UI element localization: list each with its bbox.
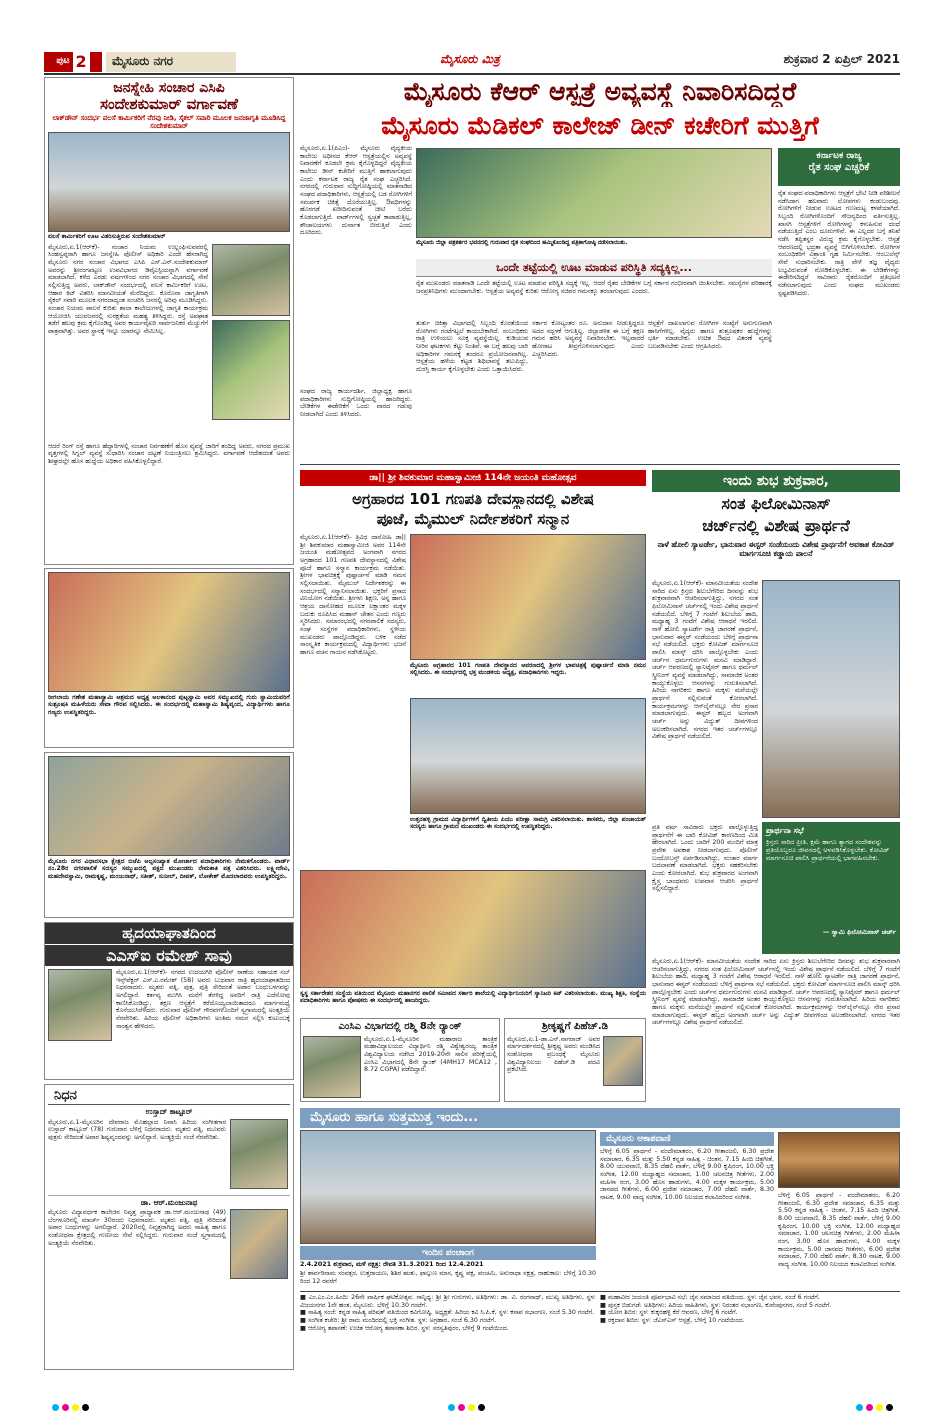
lead-photo-caption: ಮೈಸೂರು ಜಿಲ್ಲಾ ಪತ್ರಕರ್ತರ ಭವನದಲ್ಲಿ ಗುರುವಾರ ರೈತ ಸಂಘದಿಂದ ಹಮ್ಮಿಕೊಂಡಿದ್ದ ಪತ್ರಿಕಾಗೋಷ್ಠಿ ನಡೆಸಲಾಯಿತು. bbox=[416, 240, 628, 246]
srikrishna-photo bbox=[603, 1036, 643, 1086]
church-quote-by: — ಸ್ವಾಮಿ ಫಿಲೋಮಿನಾಸ್ ಚರ್ಚ್ bbox=[822, 928, 896, 936]
events-rule bbox=[300, 1291, 900, 1292]
acp-body: ಮೈಸೂರು,ಏ.1(ಆರ್‌ಕೆ)- ಸಂಚಾರ ನಿಯಮ ಉಲ್ಲಂಘಿಸುವವರಲ್ಲಿ ಸಿಂಹಸ್ವಪ್ನರಾಗಿ ಹಾಗೂ ಜನಸ್ನೇಹಿ ಪೊಲೀಸ್ ಅಧಿಕಾರಿ ಎಂದೇ ಹೆಸರಾಗಿದ್ದ ಮೈಸೂರು ನಗರ ಸಂಚಾರ ವಿಭಾಗದ ಎಸಿಪಿ ಎಸ್.ಎನ್.ಸಂದೇಶಕುಮಾರ್ ಅವರನ್ನು ಶ್ರೀರಂಗಪಟ್ಟಣ ಉಪವಿಭಾಗದ ಡಿವೈಎಸ್ಪಿಯನ್ನಾಗಿ ವರ್ಗಾವಣೆ ಮಾಡಲಾಗಿದೆ. ಕಳೆದ ಎರಡು ವರ್ಷಗಳಿಂದ ನಗರ ಸಂಚಾರ ವಿಭಾಗದಲ್ಲಿ ಸೇವೆ ಸಲ್ಲಿಸುತ್ತಿದ್ದ ಅವರು, ಲಾಕ್‌ಡೌನ್ ಸಂದರ್ಭದಲ್ಲಿ ವಲಸೆ ಕಾರ್ಮಿಕರಿಗೆ ಊಟ, ಆಹಾರ ಕಿಟ್ ವಿತರಿಸಿ ಮಾನವೀಯತೆ ಮೆರೆದಿದ್ದರು. ಕೊರೊನಾ ಜಾಗೃತಿಗಾಗಿ ಸೈಕಲ್ ಸವಾರಿ ಮೂಲಕ ನಗರದಾದ್ಯಂತ ಸಂಚರಿಸಿ ಜನರಲ್ಲಿ ಅರಿವು ಮೂಡಿಸಿದ್ದರು. ಸಂಚಾರ ನಿಯಮ ಪಾಲನೆ ಕುರಿತು ಶಾಲಾ ಕಾಲೇಜುಗಳಲ್ಲಿ ಜಾಗೃತಿ ಕಾರ್ಯಕ್ರಮ ಆಯೋಜಿಸಿ ಯುವಜನರಲ್ಲಿ ಸುರಕ್ಷತೆಯ ಮಹತ್ವ ತಿಳಿಸಿದ್ದರು. ರಸ್ತೆ ಅಪಘಾತ ತಡೆಗೆ ಹಲವು ಕ್ರಮ ಕೈಗೊಂಡಿದ್ದ ಅವರ ಕಾರ್ಯವೈಖರಿ ಸಾರ್ವಜನಿಕರ ಮೆಚ್ಚುಗೆಗೆ ಪಾತ್ರವಾಗಿತ್ತು. ಅವರ ಸ್ಥಾನಕ್ಕೆ ಇನ್ನೂ ಯಾರನ್ನೂ ನೇಮಿಸಿಲ್ಲ. bbox=[48, 243, 208, 336]
ashram-story bbox=[44, 568, 294, 748]
obituary-name-1: ಉಸ್ತಾದ್ ಕಾಟ್ಟೂರ್ bbox=[145, 1107, 193, 1117]
panchanga-body: ಶ್ರೀ ಶಾರ್ವರಿನಾಮ ಸಂವತ್ಸರ, ಉತ್ತರಾಯಣ, ಶಿಶಿರ ಋತು, ಫಾಲ್ಗುಣ ಮಾಸ, ಕೃಷ್ಣ ಪಕ್ಷ, ಪಂಚಮಿ, ಅನುರಾಧಾ ನಕ್ಷತ್ರ, ರಾಹುಕಾಲ: ಬೆಳಿಗ್ಗೆ 10.30 ರಿಂದ 12 ರವರೆಗೆ bbox=[300, 1270, 596, 1285]
church-photo bbox=[762, 580, 900, 818]
asi-body: ಮೈಸೂರು,ಏ.1(ಆರ್‌ಕೆ)- ನಗರದ ಉದಯಗಿರಿ ಪೊಲೀಸ್ ಠಾಣೆಯ ಸಹಾಯಕ ಸಬ್ ಇನ್ಸ್‌ಪೆಕ್ಟರ್ ಎಸ್.ಎ.ರಮೇಶ್ (58) ಅವರು ಬುಧವಾರ ರಾತ್ರಿ ಹೃದಯಾಘಾತದಿಂದ ನಿಧನರಾದರು. ಮೃತರು ಪತ್ನಿ, ಪುತ್ರ, ಪುತ್ರಿ ಸೇರಿದಂತೆ ಅಪಾರ ಬಂಧುಬಳಗವನ್ನು ಅಗಲಿದ್ದಾರೆ. ಕರ್ತವ್ಯ ಮುಗಿಸಿ ಮನೆಗೆ ತೆರಳಿದ್ದ ಅವರಿಗೆ ರಾತ್ರಿ ಎದೆನೋವು ಕಾಣಿಸಿಕೊಂಡಿದ್ದು, ತಕ್ಷಣ ಆಸ್ಪತ್ರೆಗೆ ಕರೆದೊಯ್ಯಲಾಯಿತಾದರೂ ಮಾರ್ಗಮಧ್ಯೆ ಕೊನೆಯುಸಿರೆಳೆದರು. ಗುರುವಾರ ಪೊಲೀಸ್ ಗೌರವಗಳೊಂದಿಗೆ ಸ್ವಗ್ರಾಮದಲ್ಲಿ ಅಂತ್ಯಕ್ರಿಯೆ ನೆರವೇರಿತು. ಹಿರಿಯ ಪೊಲೀಸ್ ಅಧಿಕಾರಿಗಳು ಅಂತಿಮ ನಮನ ಸಲ್ಲಿಸಿ ಕುಟುಂಬಕ್ಕೆ ಸಾಂತ್ವನ ಹೇಳಿದರು. bbox=[116, 969, 290, 1030]
phd-title: ಶ್ರೀಕೃಷ್ಣಗೆ ಪಿಹೆಚ್.ಡಿ bbox=[542, 1021, 608, 1032]
radio-photo bbox=[778, 1132, 900, 1188]
ganapati-kicker: ಡಾ|| ಶ್ರೀ ಶಿವಕುಮಾರ ಮಹಾಸ್ವಾಮೀಜಿ 114ನೇ ಜಯಂತಿ ಮಹೋತ್ಸವ bbox=[300, 470, 646, 486]
obituary-photo-1 bbox=[230, 1119, 288, 1189]
paper-name: ಮೈಸೂರು ಮಿತ್ರ bbox=[440, 52, 500, 66]
mca-body: ಮೈಸೂರು,ಏ.1-ಮೈಸೂರಿನ ಮಹಾರಾಜ ತಾಂತ್ರಿಕ ಮಹಾವಿದ್ಯಾಲಯದ ವಿದ್ಯಾರ್ಥಿನಿ ರಶ್ಮಿ ವಿಶ್ವೇಶ್ವರಯ್ಯ ತಾಂತ್ರಿಕ ವಿಶ್ವವಿದ್ಯಾಲಯ ನಡೆಸಿದ 2019-20ನೇ ಸಾಲಿನ ಪರೀಕ್ಷೆಯಲ್ಲಿ ಎಂಸಿಎ ವಿಭಾಗದಲ್ಲಿ 8ನೇ ರ್‍ಯಾಂಕ್ (4MH17 MCA12 , 8.72 CGPA) ಪಡೆದಿದ್ದಾರೆ. bbox=[364, 1035, 497, 1074]
acp-photo-caption: ವಲಸೆ ಕಾರ್ಮಿಕರಿಗೆ ಊಟ ವಿತರಿಸುತ್ತಿರುವ ಸಂದೇಶಕುಮಾರ್ bbox=[48, 233, 166, 241]
bjp-caption: ಮೈಸೂರು ನಗರ ವಿಧಾನಸಭಾ ಕ್ಷೇತ್ರದ ಬಿಜೆಪಿ ಅಲ್ಪಸಂಖ್ಯಾತ ಮೋರ್ಚಾದ ಪದಾಧಿಕಾರಿಗಳು ನೇಮಕಗೊಂಡರು. ವಾರ್ಡ್ ನಂ.28ರ ನಗರಪಾಲಿಕೆ ಸದಸ್ಯರ ಸಮ್ಮುಖದಲ್ಲಿ ಪಕ್ಷದ ಮುಖಂಡರು ನೇಮಕಾತಿ ಪತ್ರ ವಿತರಿಸಿದರು. ಲಕ್ಷ್ಮೀದೇವಿ, ಮಹದೇವಸ್ವಾಮಿ, ರಾಮಕೃಷ್ಣ, ಮಂಜುನಾಥ್, ಸತೀಶ್, ಸುನೀಲ್, ದೀಪಕ್, ಲೋಕೇಶ್ ಮೊದಲಾದವರು ಉಪಸ್ಥಿತರಿದ್ದರು. bbox=[48, 858, 290, 880]
lead-headline-1: ಮೈಸೂರು ಕೆಆರ್ ಆಸ್ಪತ್ರೆ ಅವ್ಯವಸ್ಥೆ ನಿವಾರಿಸದಿದ್ದರೆ bbox=[403, 77, 797, 106]
masthead-rule bbox=[44, 73, 900, 75]
church-body-3: ಮೈಸೂರು,ಏ.1(ಆರ್‌ಕೆ)- ಮಾನವೀಯತೆಯ ಸಂದೇಶ ಸಾರಿದ ಏಸು ಕ್ರಿಸ್ತರು ಶಿಲುಬೆಗೇರಿದ ದಿನವನ್ನು ಶುಭ ಶುಕ್ರವಾರವಾಗಿ ಆಚರಿಸಲಾಗುತ್ತಿದ್ದು, ನಗರದ ಸಂತ ಫಿಲೋಮಿನಾಸ್ ಚರ್ಚ್‌ನಲ್ಲಿ ಇಂದು ವಿಶೇಷ ಪ್ರಾರ್ಥನೆ ನಡೆಯಲಿದೆ. ಬೆಳಿಗ್ಗೆ 7 ಗಂಟೆಗೆ ಶಿಲುಬೆಯ ಹಾದಿ, ಮಧ್ಯಾಹ್ನ 3 ಗಂಟೆಗೆ ವಿಶೇಷ ಆರಾಧನೆ ಇರಲಿದೆ. ನಾಳೆ ಹೋಲಿ ಸ್ಯಾಟರ್ಡೇ ರಾತ್ರಿ ಜಾಗರಣೆ ಪ್ರಾರ್ಥನೆ, ಭಾನುವಾರ ಈಸ್ಟರ್ ಸಂಡೆಯಂದು ಬೆಳಿಗ್ಗೆ ಪ್ರಾರ್ಥನಾ ಸಭೆ ನಡೆಯಲಿದೆ. ಭಕ್ತರು ಕೋವಿಡ್ ಮಾರ್ಗಸೂಚಿ ಪಾಲಿಸಿ ಮಾಸ್ಕ್ ಧರಿಸಿ ಪಾಲ್ಗೊಳ್ಳಬೇಕು ಎಂದು ಚರ್ಚ್‌ನ ಧರ್ಮಗುರುಗಳು ಮನವಿ ಮಾಡಿದ್ದಾರೆ. ಚರ್ಚ್ ಆವರಣದಲ್ಲಿ ಸ್ಯಾನಿಟೈಸರ್ ಹಾಗೂ ಥರ್ಮಲ್ ಸ್ಕ್ರೀನಿಂಗ್ ವ್ಯವಸ್ಥೆ ಮಾಡಲಾಗಿದ್ದು, ಸಾಮಾಜಿಕ ಅಂತರ ಕಾಯ್ದುಕೊಳ್ಳಲು ಆಸನಗಳನ್ನು ಗುರುತಿಸಲಾಗಿದೆ. ಹಿರಿಯ ನಾಗರಿಕರು ಹಾಗೂ ಮಕ್ಕಳು ಮನೆಯಲ್ಲೇ ಪ್ರಾರ್ಥನೆ ಸಲ್ಲಿಸುವಂತೆ ಕೋರಲಾಗಿದೆ. ಕಾರ್ಯಕ್ರಮಗಳನ್ನು ಆನ್‌ಲೈನ್‌ನಲ್ಲೂ ನೇರ ಪ್ರಸಾರ ಮಾಡಲಾಗುವುದು. ಈಸ್ಟರ್ ಹಬ್ಬದ ಅಂಗವಾಗಿ ಚರ್ಚ್ ಅನ್ನು ವಿದ್ಯುತ್ ದೀಪಗಳಿಂದ ಅಲಂಕರಿಸಲಾಗಿದೆ. ನಗರದ ಇತರ ಚರ್ಚ್‌ಗಳಲ್ಲೂ ವಿಶೇಷ ಪ್ರಾರ್ಥನೆ ನಡೆಯಲಿದೆ. bbox=[652, 958, 900, 1027]
migrant-workers-photo bbox=[48, 132, 290, 232]
ganapati-photo-caption: ಮೈಸೂರು ಅಗ್ರಹಾರದ 101 ಗಣಪತಿ ದೇವಸ್ಥಾನದ ಆವರಣದಲ್ಲಿ ಶ್ರೀಗಳ ಭಾವಚಿತ್ರಕ್ಕೆ ಪುಷ್ಪಾರ್ಚನೆ ಮಾಡಿ ನಮನ ಸಲ್ಲಿಸಿದರು. ಈ ಸಂದರ್ಭದಲ್ಲಿ ಭಕ್ತ ಮಂಡಳಿಯ ಅಧ್ಯಕ್ಷ, ಪದಾಧಿಕಾರಿಗಳು ಇದ್ದರು. bbox=[410, 662, 646, 677]
sidebox-title-1: ಕರ್ನಾಟಕ ರಾಜ್ಯ bbox=[816, 151, 862, 161]
page-label-box bbox=[44, 52, 102, 72]
church-subhead: ನಾಳೆ ಹೋಲಿ ಸ್ಯಾಟರ್ಡೇ, ಭಾನುವಾರ ಈಸ್ಟರ್ ಸಂಡೆಯಂದು ವಿಶೇಷ ಪ್ರಾರ್ಥನೆಗೆ ಅವಕಾಶ ಕೋವಿಡ್ ಮಾರ್ಗಸೂಚಿ ಕಡ್ಡಾಯ ಪಾಲನೆ bbox=[657, 540, 895, 558]
acp-title-1: ಜನಸ್ನೇಹಿ ಸಂಚಾರ ಎಸಿಪಿ bbox=[113, 80, 225, 96]
bjp-story bbox=[44, 752, 294, 918]
events-right: ■ ಮಹಾವೀರ ಜಯಂತಿ ಪೂರ್ವಭಾವಿ ಸಭೆ: ಜೈನ ಸಮಾಜದ ವತಿಯಿಂದ. ಸ್ಥಳ: ಜೈನ ಭವನ, ಸಂಜೆ 6 ಗಂಟೆಗೆ. ■ ಪುಸ್ತಕ ಬಿಡುಗಡೆ: ಅತಿಥಿಗಳು: ಹಿರಿಯ ಸಾಹಿತಿಗಳು, ಸ್ಥಳ: ನಿರಂತರ ಸಭಾಂಗಣ, ಕುವೆಂಪುನಗರ, ಸಂಜೆ 5 ಗಂಟೆಗೆ. ■ ಯೋಗ ಶಿಬಿರ: ಸ್ಥಳ: ಕುಕ್ಕರಹಳ್ಳಿ ಕೆರೆ ಆವರಣ, ಬೆಳಿಗ್ಗೆ 6 ಗಂಟೆಗೆ. ■ ರಕ್ತದಾನ ಶಿಬಿರ: ಸ್ಥಳ: ಜೆಎಸ್‌ಎಸ್ ಆಸ್ಪತ್ರೆ, ಬೆಳಿಗ್ಗೆ 10 ಗಂಟೆಯಿಂದ. bbox=[600, 1294, 832, 1325]
panchanga-line: 2.4.2021 ಶುಕ್ರವಾರ, ಮಳೆ ನಕ್ಷತ್ರ: ರೇವತಿ 31.3.2021 ರಿಂದ 12.4.2021 bbox=[300, 1261, 484, 1268]
phd-story bbox=[504, 1018, 646, 1102]
obituary-name-2: ಡಾ. ಆರ್.ಮಂಜುನಾಥ bbox=[48, 1195, 290, 1207]
asi-title-2: ಎಎಸ್‌ಐ ರಮೇಶ್ ಸಾವು bbox=[45, 944, 293, 966]
bjp-photo bbox=[48, 756, 290, 856]
church-kicker: ಇಂದು ಶುಭ ಶುಕ್ರವಾರ, bbox=[652, 470, 900, 492]
swamiji-photo bbox=[410, 534, 646, 660]
lead-headline-2: ಮೈಸೂರು ಮೆಡಿಕಲ್ ಕಾಲೇಜ್ ಡೀನ್ ಕಚೇರಿಗೆ ಮುತ್ತಿಗೆ bbox=[381, 111, 819, 140]
ganapati-headline-1: ಅಗ್ರಹಾರದ 101 ಗಣಪತಿ ದೇವಸ್ಥಾನದಲ್ಲಿ ವಿಶೇಷ bbox=[352, 490, 594, 508]
registration-marks-left bbox=[52, 1404, 89, 1411]
church-quote-text: ಕ್ರಿಸ್ತರು ಸಾರಿದ ಪ್ರೀತಿ, ಕ್ಷಮೆ ಹಾಗೂ ತ್ಯಾಗದ ಸಂದೇಶವನ್ನು ಪ್ರತಿಯೊಬ್ಬರೂ ಜೀವನದಲ್ಲಿ ಅಳವಡಿಸಿಕೊಳ್ಳಬೇಕು. ಕೋವಿಡ್ ಮಾರ್ಗಸೂಚಿ ಪಾಲಿಸಿ ಪ್ರಾರ್ಥನೆಯಲ್ಲಿ ಭಾಗವಹಿಸಬೇಕು. bbox=[766, 838, 890, 863]
lead-bottom-rule bbox=[300, 464, 900, 465]
obituary-box bbox=[44, 1084, 294, 1370]
lead-body-c: ಸರ್ಕಾರ ಕೋಟ್ಯಂತರ ರೂ. ಅನುದಾನ ನೀಡುತ್ತಿದ್ದರೂ ಅದರ ಸದ್ಬಳಕೆ ಆಗುತ್ತಿಲ್ಲ. ಜಿಲ್ಲಾಡಳಿತ ಈ ಬಗ್ಗೆ ತಕ್ಷಣ ಗಮನ ಹರಿಸಿ ಅವ್ಯವಸ್ಥೆ ನಿವಾರಿಸಬೇಕು. ಇಲ್ಲವಾದರೆ ಹೋರಾಟ ತೀವ್ರಗೊಳಿಸಲಾಗುವುದು ಎಂದು ಎಚ್ಚರಿಸಿದರು. bbox=[532, 320, 644, 358]
asi-portrait bbox=[48, 969, 112, 1041]
ashram-photo bbox=[48, 572, 290, 692]
asi-story bbox=[44, 922, 294, 1080]
lead-body-a: ಮೈಸೂರು,ಏ.1(ಪಿಎಂ)- ಮೈಸೂರು ವೈದ್ಯಕೀಯ ಕಾಲೇಜು ಅಧೀನದ ಕೆಆರ್ ಆಸ್ಪತ್ರೆಯಲ್ಲಿನ ಅವ್ಯವಸ್ಥೆ ನಿವಾರಣೆಗೆ ಕೂಡಲೇ ಕ್ರಮ ಕೈಗೊಳ್ಳದಿದ್ದರೆ ವೈದ್ಯಕೀಯ ಕಾಲೇಜು ಡೀನ್ ಕಚೇರಿಗೆ ಮುತ್ತಿಗೆ ಹಾಕಲಾಗುವುದು ಎಂದು ಕರ್ನಾಟಕ ರಾಜ್ಯ ರೈತ ಸಂಘ ಎಚ್ಚರಿಸಿದೆ. ನಗರದಲ್ಲಿ ಗುರುವಾರ ಸುದ್ದಿಗೋಷ್ಠಿಯಲ್ಲಿ ಮಾತನಾಡಿದ ಸಂಘದ ಪದಾಧಿಕಾರಿಗಳು, ಆಸ್ಪತ್ರೆಯಲ್ಲಿ ಬಡ ರೋಗಿಗಳಿಗೆ ಸಮರ್ಪಕ ಚಿಕಿತ್ಸೆ ದೊರೆಯುತ್ತಿಲ್ಲ. ಔಷಧಿಗಳನ್ನು ಹೊರಗಡೆ ಖರೀದಿಸುವಂತೆ ಚೀಟಿ ಬರೆದು ಕೊಡಲಾಗುತ್ತಿದೆ. ವಾರ್ಡ್‌ಗಳಲ್ಲಿ ಸ್ವಚ್ಛತೆ ಕಾಪಾಡುತ್ತಿಲ್ಲ, ಶೌಚಾಲಯಗಳು ದುರ್ನಾತ ಬೀರುತ್ತಿವೆ ಎಂದು ದೂರಿದರು. bbox=[300, 145, 412, 237]
today-banner: ಮೈಸೂರು ಹಾಗೂ ಸುತ್ತಮುತ್ತ ಇಂದು... bbox=[300, 1108, 900, 1128]
church-body-2: ಪ್ರತಿ ವರ್ಷ ಸಾವಿರಾರು ಭಕ್ತರು ಪಾಲ್ಗೊಳ್ಳುತ್ತಿದ್ದ ಪ್ರಾರ್ಥನೆಗೆ ಈ ಬಾರಿ ಕೋವಿಡ್ ಕಾರಣದಿಂದ ಮಿತಿ ಹೇರಲಾಗಿದೆ. ಒಂದು ಬಾರಿಗೆ 200 ಮಂದಿಗೆ ಮಾತ್ರ ಪ್ರವೇಶ ಅವಕಾಶ ನೀಡಲಾಗುವುದು. ಪೊಲೀಸ್ ಬಂದೋಬಸ್ತ್ ಏರ್ಪಡಿಸಲಾಗಿದ್ದು, ಸಂಚಾರ ಮಾರ್ಗ ಬದಲಾವಣೆ ಮಾಡಲಾಗಿದೆ. ಭಕ್ತರು ಸಹಕರಿಸಬೇಕು ಎಂದು ಕೋರಲಾಗಿದೆ. ಶುಭ ಶುಕ್ರವಾರದ ಅಂಗವಾಗಿ ಕ್ರೈಸ್ತ ಬಾಂಧವರು ಉಪವಾಸ ಆಚರಿಸಿ ಪ್ರಾರ್ಥನೆ ಸಲ್ಲಿಸಲಿದ್ದಾರೆ. bbox=[652, 824, 758, 893]
church-quote-box bbox=[762, 822, 900, 954]
sanitary-kit-caption: ಸ್ವಸ್ಥ ಸರ್ಕಾರೇತರ ಸಂಸ್ಥೆಯ ವತಿಯಿಂದ ಮೈಸೂರು ಮಹಾನಗರ ಪಾಲಿಕೆ ಸಮೀಪದ ಸರ್ಕಾರಿ ಶಾಲೆಯಲ್ಲಿ ವಿದ್ಯಾರ್ಥಿನಿಯರಿಗೆ ಸ್ಯಾನಿಟರಿ ಕಿಟ್ ವಿತರಿಸಲಾಯಿತು. ಮುಖ್ಯ ಶಿಕ್ಷಕಿ, ಸಂಸ್ಥೆಯ ಪದಾಧಿಕಾರಿಗಳು ಹಾಗೂ ಪೋಷಕರು ಈ ಸಂದರ್ಭದಲ್ಲಿ ಹಾಜರಿದ್ದರು. bbox=[300, 990, 646, 1005]
sanitary-kit-photo bbox=[300, 870, 646, 988]
registration-marks-mid bbox=[448, 1404, 485, 1411]
press-meet-photo bbox=[416, 148, 772, 238]
page-number: 2 bbox=[73, 52, 90, 72]
section-title: ಮೈಸೂರು ನಗರ bbox=[106, 52, 236, 72]
ganapati-headline-2: ಪೂಜೆ, ಮೈಮುಲ್ ನಿರ್ದೇಶಕರಿಗೆ ಸನ್ಮಾನ bbox=[376, 510, 570, 528]
farmers-sidebox-body: ರೈತ ಸಂಘದ ಪದಾಧಿಕಾರಿಗಳು ಆಸ್ಪತ್ರೆಗೆ ಭೇಟಿ ನೀಡಿ ಪರಿಶೀಲನೆ ನಡೆಸಿದಾಗ ಹಲವಾರು ಲೋಪಗಳು ಕಂಡುಬಂದವು. ರೋಗಿಗಳಿಗೆ ನೀಡುವ ಊಟದ ಗುಣಮಟ್ಟ ಕಳಪೆಯಾಗಿದೆ. ಸಿಬ್ಬಂದಿ ರೋಗಿಗಳೊಂದಿಗೆ ಸೌಜನ್ಯದಿಂದ ವರ್ತಿಸುತ್ತಿಲ್ಲ. ಖಾಸಗಿ ಆಸ್ಪತ್ರೆಗಳಿಗೆ ರೋಗಿಗಳನ್ನು ಕಳುಹಿಸುವ ದಂಧೆ ನಡೆಯುತ್ತಿದೆ ಎಂಬ ದೂರುಗಳಿವೆ. ಈ ಎಲ್ಲದರ ಬಗ್ಗೆ ತನಿಖೆ ನಡೆಸಿ ತಪ್ಪಿತಸ್ಥರ ವಿರುದ್ಧ ಕ್ರಮ ಕೈಗೊಳ್ಳಬೇಕು. ಆಸ್ಪತ್ರೆ ಆವರಣದಲ್ಲಿ ಭದ್ರತಾ ವ್ಯವಸ್ಥೆ ಬಿಗಿಗೊಳಿಸಬೇಕು. ರೋಗಿಗಳ ಸಂಬಂಧಿಕರಿಗೆ ವಿಶ್ರಾಂತಿ ಗೃಹ ನಿರ್ಮಿಸಬೇಕು. ಆಂಬುಲೆನ್ಸ್ ಸೇವೆ ಸುಧಾರಿಸಬೇಕು. ರಾತ್ರಿ ವೇಳೆ ತಜ್ಞ ವೈದ್ಯರು ಲಭ್ಯವಿರುವಂತೆ ನೋಡಿಕೊಳ್ಳಬೇಕು. ಈ ಬೇಡಿಕೆಗಳನ್ನು ಈಡೇರಿಸದಿದ್ದರೆ ಸಾವಿರಾರು ರೈತರೊಂದಿಗೆ ಪ್ರತಿಭಟನೆ ನಡೆಸಲಾಗುವುದು ಎಂದು ಸಂಘದ ಮುಖಂಡರು ಸ್ಪಷ್ಟಪಡಿಸಿದರು. bbox=[778, 190, 900, 297]
lead-body-d: ಆಸ್ಪತ್ರೆಗೆ ದಾಖಲಾಗುವ ರೋಗಿಗಳ ಸಂಖ್ಯೆಗೆ ಅನುಗುಣವಾಗಿ ಹಾಸಿಗೆಗಳಿಲ್ಲ. ವೈದ್ಯರು ಹಾಗೂ ಶುಶ್ರೂಷಕರ ಹುದ್ದೆಗಳನ್ನು ಭರ್ತಿ ಮಾಡಬೇಕು. ಉಚಿತ ಔಷಧ ವಿತರಣೆ ವ್ಯವಸ್ಥೆ ಬಲಪಡಿಸಬೇಕು ಎಂದು ಆಗ್ರಹಿಸಿದರು. bbox=[648, 320, 772, 351]
issue-date: ಶುಕ್ರವಾರ 2 ಏಪ್ರಿಲ್ 2021 bbox=[783, 52, 900, 66]
cycle-photo bbox=[212, 320, 290, 420]
akashavani-title: ಮೈಸೂರು ಆಕಾಶವಾಣಿ bbox=[600, 1132, 774, 1146]
panchanga-title: ಇಂದಿನ ಪಂಚಾಂಗ bbox=[300, 1246, 596, 1260]
students-photo bbox=[410, 698, 646, 814]
asi-title-1: ಹೃದಯಾಘಾತದಿಂದ bbox=[45, 923, 293, 944]
mca-story bbox=[300, 1018, 500, 1102]
lead-sub-headline: ಒಂದೇ ತಟ್ಟೆಯಲ್ಲಿ ಊಟ ಮಾಡುವ ಪರಿಸ್ಥಿತಿ ಸದ್ಯಕ್ಕಿಲ್ಲ... bbox=[416, 259, 772, 277]
palace-photo bbox=[300, 1130, 596, 1244]
acp-subtitle: ಲಾಕ್‌ಡೌನ್ ಸಂದರ್ಭ ವಲಸೆ ಕಾರ್ಮಿಕರಿಗೆ ನೆರವು ನೀಡಿ, ಸೈಕಲ್ ಸವಾರಿ ಮೂಲಕ ಜನಜಾಗೃತಿ ಮೂಡಿಸಿದ್ದ ಸಂದೇಶಕುಮಾರ್ bbox=[52, 113, 286, 130]
akashavani-body-2: ಬೆಳಿಗ್ಗೆ 6.05 ಪ್ರಾರ್ಥನೆ - ವಂದೇಮಾತರಂ, 6.20 ಗೀತಾಂಜಲಿ, 6.30 ಪ್ರದೇಶ ಸಮಾಚಾರ, 6.35 ಮತ್ತು 5.50 ಕನ್ನಡ ಸಾಹಿತ್ಯ - ಚಿಂತನ, 7.15 ಹಿಂದಿ ಚಿತ್ರಗೀತೆ, 8.00 ಯುವವಾಣಿ, 8.35 ದೆಹಲಿ ವಾರ್ತೆ, ಬೆಳಿಗ್ಗೆ 9.00 ಕೃಷಿರಂಗ, 10.00 ಭಕ್ತಿ ಸಂಗೀತ, 12.00 ಮಧ್ಯಾಹ್ನದ ಸಮಾಚಾರ, 1.00 ಚಲನಚಿತ್ರ ಗೀತೆಗಳು, 2.00 ಮಹಿಳಾ ರಂಗ, 3.00 ಹೊಸ ಹಾಡುಗಳು, 4.00 ಮಕ್ಕಳ ಕಾರ್ಯಕ್ರಮ, 5.00 ಜಾನಪದ ಗೀತೆಗಳು, 6.00 ಪ್ರದೇಶ ಸಮಾಚಾರ, 7.00 ದೆಹಲಿ ವಾರ್ತೆ, 8.30 ನಾಟಕ, 9.00 ವಾದ್ಯ ಸಂಗೀತ, 10.00 ನಿಲಯದ ಕಲಾವಿದರಿಂದ ಸಂಗೀತ. bbox=[778, 1192, 900, 1269]
obituary-body-1: ಮೈಸೂರು,ಏ.1-ಮೈಸೂರಿನ ದೇವರಾಜ ಮೊಹಲ್ಲಾದ ನಿವಾಸಿ ಹಿರಿಯ ಸಂಗೀತಗಾರ ಉಸ್ತಾದ್ ಕಾಟ್ಟೂರ್ (78) ಗುರುವಾರ ಬೆಳಿಗ್ಗೆ ನಿಧನರಾದರು. ಮೃತರು ಪತ್ನಿ, ಮೂವರು ಪುತ್ರರು ಸೇರಿದಂತೆ ಅಪಾರ ಶಿಷ್ಯವೃಂದವನ್ನು ಅಗಲಿದ್ದಾರೆ. ಅಂತ್ಯಕ್ರಿಯೆ ಸಂಜೆ ನೆರವೇರಿತು. bbox=[48, 1118, 226, 1141]
lead-body-e: ಸಂಘದ ರಾಜ್ಯ ಕಾರ್ಯದರ್ಶಿ, ಜಿಲ್ಲಾಧ್ಯಕ್ಷ ಹಾಗೂ ಪದಾಧಿಕಾರಿಗಳು ಸುದ್ದಿಗೋಷ್ಠಿಯಲ್ಲಿ ಹಾಜರಿದ್ದರು. ಬೇಡಿಕೆಗಳ ಈಡೇರಿಕೆಗೆ ಒಂದು ವಾರದ ಗಡುವು ನೀಡಲಾಗಿದೆ ಎಂದು ತಿಳಿಸಿದರು. bbox=[300, 388, 412, 419]
obituary-photo-2 bbox=[230, 1209, 288, 1279]
sidebox-title-2: ರೈತ ಸಂಘ ಎಚ್ಚರಿಕೆ bbox=[808, 162, 870, 174]
acp-body-2: ಆದರೆ ರಿಂಗ್ ರಸ್ತೆ ಹಾಗೂ ಹೆದ್ದಾರಿಗಳಲ್ಲಿ ಸಂಚಾರ ನಿರ್ವಹಣೆಗೆ ಹೊಸ ವ್ಯವಸ್ಥೆ ಜಾರಿಗೆ ತಂದಿದ್ದ ಅವರು, ನಗರದ ಪ್ರಮುಖ ವೃತ್ತಗಳಲ್ಲಿ ಸಿಗ್ನಲ್ ವ್ಯವಸ್ಥೆ ಸುಧಾರಿಸಿ ಸಂಚಾರ ದಟ್ಟಣೆ ನಿಯಂತ್ರಿಸಲು ಶ್ರಮಿಸಿದ್ದರು. ವರ್ಗಾವಣೆ ಆದೇಶದಂತೆ ಅವರು ಶೀಘ್ರದಲ್ಲೇ ಹೊಸ ಹುದ್ದೆಯ ಅಧಿಕಾರ ವಹಿಸಿಕೊಳ್ಳಲಿದ್ದಾರೆ. bbox=[48, 442, 290, 466]
obituary-header: ನಿಧನ bbox=[48, 1088, 290, 1105]
registration-marks-right bbox=[856, 1404, 893, 1411]
acp-portrait bbox=[212, 244, 290, 316]
lead-sub-body: ರೈತ ಮುಖಂಡರು ಮಾತನಾಡಿ ಒಂದೇ ತಟ್ಟೆಯಲ್ಲಿ ಊಟ ಮಾಡುವ ಪರಿಸ್ಥಿತಿ ಸದ್ಯಕ್ಕೆ ಇಲ್ಲ. ಆದರೆ ರೈತರ ಬೇಡಿಕೆಗಳ ಬಗ್ಗೆ ಸರ್ಕಾರ ಗಂಭೀರವಾಗಿ ಚಿಂತಿಸಬೇಕು. ಸಮಸ್ಯೆಗಳ ಪರಿಹಾರಕ್ಕೆ ಜನಪ್ರತಿನಿಧಿಗಳು ಮುಂದಾಗಬೇಕು. ಆಸ್ಪತ್ರೆಯ ಅವ್ಯವಸ್ಥೆ ಕುರಿತು ಆರೋಗ್ಯ ಸಚಿವರ ಗಮನಕ್ಕೂ ತರಲಾಗುವುದು ಎಂದರು. bbox=[416, 280, 772, 295]
obituary-body-2: ಮೈಸೂರು ವಿದ್ಯಾವರ್ಧಕ ಕಾಲೇಜಿನ ನಿವೃತ್ತ ಪ್ರಾಧ್ಯಾಪಕ ಡಾ.ಆರ್.ಮಂಜುನಾಥ (49) ಬೆಂಗಳೂರಿನಲ್ಲಿ ಮಾರ್ಚ್ 30ರಂದು ನಿಧನರಾದರು. ಮೃತರು ಪತ್ನಿ, ಪುತ್ರಿ ಸೇರಿದಂತೆ ಅಪಾರ ಬಂಧುಗಳನ್ನು ಅಗಲಿದ್ದಾರೆ. 2020ರಲ್ಲಿ ನಿವೃತ್ತರಾಗಿದ್ದ ಅವರು ಸಾಹಿತ್ಯ ಹಾಗೂ ಸಂಶೋಧನಾ ಕ್ಷೇತ್ರದಲ್ಲಿ ಗಣನೀಯ ಸೇವೆ ಸಲ್ಲಿಸಿದ್ದರು. ಗುರುವಾರ ಸಂಜೆ ಸ್ವಗ್ರಾಮದಲ್ಲಿ ಅಂತ್ಯಕ್ರಿಯೆ ನೆರವೇರಿತು. bbox=[48, 1209, 226, 1247]
page-label: ಪುಟ bbox=[56, 56, 70, 67]
events-left: ■ ಎಂ.ಎಂ.ಎಂ.ಹಿಂದಿ: 26ನೇ ವಾರ್ಷಿಕ ಘಟಿಕೋತ್ಸವ. ಸಾನ್ನಿಧ್ಯ: ಶ್ರೀ ಶ್ರೀ ಗುರುಗಳು, ಅತಿಥಿಗಳು: ಡಾ. ವಿ. ರಂಗನಾಥ್, ಮುಖ್ಯ ಅತಿಥಿಗಳು, ಸ್ಥಳ: ವಿಜಯನಗರ 1ನೇ ಹಂತ, ಮೈಸೂರು. ಬೆಳಿಗ್ಗೆ 10.30 ಗಂಟೆಗೆ. ■ ಸಾಹಿತ್ಯ ಸಂಜೆ: ಕನ್ನಡ ಸಾಹಿತ್ಯ ಪರಿಷತ್ ವತಿಯಿಂದ ಕವಿಗೋಷ್ಠಿ. ಅಧ್ಯಕ್ಷತೆ: ಹಿರಿಯ ಕವಿ ಸಿ.ಪಿ.ಕೆ, ಸ್ಥಳ: ಕಸಾಪ ಸಭಾಂಗಣ, ಸಂಜೆ 5.30 ಗಂಟೆಗೆ. ■ ಸಂಗೀತ ಕಚೇರಿ: ಶ್ರೀ ರಾಮ ಮಂದಿರದಲ್ಲಿ ಭಕ್ತಿ ಸಂಗೀತ. ಸ್ಥಳ: ಅಗ್ರಹಾರ, ಸಂಜೆ 6.30 ಗಂಟೆಗೆ. ■ ಆರೋಗ್ಯ ತಪಾಸಣೆ: ಉಚಿತ ಆರೋಗ್ಯ ತಪಾಸಣಾ ಶಿಬಿರ. ಸ್ಥಳ: ಸರಸ್ವತಿಪುರಂ, ಬೆಳಿಗ್ಗೆ 9 ಗಂಟೆಯಿಂದ. bbox=[300, 1294, 596, 1332]
acp-title-2: ಸಂದೇಶಕುಮಾರ್ ವರ್ಗಾವಣೆ bbox=[100, 95, 238, 114]
students-photo-caption: ಉತ್ತನಹಳ್ಳಿ ಗ್ರಾಮದ ವಿದ್ಯಾರ್ಥಿಗಳಿಗೆ ದ್ವಿತೀಯ ಪಿಯು ಪರೀಕ್ಷಾ ಸಾಮಗ್ರಿ ವಿತರಿಸಲಾಯಿತು. ಶಾಸಕರು, ಜಿಲ್ಲಾ ಪಂಚಾಯತ್ ಸದಸ್ಯರು ಹಾಗೂ ಗ್ರಾಮದ ಮುಖಂಡರು ಈ ಸಂದರ್ಭದಲ್ಲಿ ಉಪಸ್ಥಿತರಿದ್ದರು. bbox=[410, 816, 646, 831]
church-headline-2: ಚರ್ಚ್‌ನಲ್ಲಿ ವಿಶೇಷ ಪ್ರಾರ್ಥನೆ bbox=[702, 516, 850, 535]
church-quote-title: ಪ್ರಾರ್ಥನಾ ಸಭೆ bbox=[766, 826, 804, 835]
phd-body: ಮೈಸೂರು,ಏ.1-ಡಾ.ಎನ್.ನಾಗರಾಜ್ ಅವರ ಮಾರ್ಗದರ್ಶನದಲ್ಲಿ ಶ್ರೀಕೃಷ್ಣ ಅವರು ಮಂಡಿಸಿದ ಸಂಶೋಧನಾ ಪ್ರಬಂಧಕ್ಕೆ ಮೈಸೂರು ವಿಶ್ವವಿದ್ಯಾನಿಲಯ ಪಿಹೆಚ್.ಡಿ ಪದವಿ ಪ್ರಕಟಿಸಿದೆ. bbox=[507, 1035, 600, 1074]
ashram-caption: ರೀಗಲಾಯ ಗಣೇಶ ಮಹಾಸ್ವಾಮಿ ಆಶ್ರಮದ ಅಧ್ಯಕ್ಷ ಅಲಕಾನಂದ ಪುಟ್ಟಸ್ವಾಮಿ ಅವರ ಸಮ್ಮುಖದಲ್ಲಿ ಗುರು ಸ್ವಾಮಿಯವರಿಗೆ ಸುಶ್ರೂಷಕಿ ಮಹಿಳೆಯರು ಸೇವಾ ಗೌರವ ಸಲ್ಲಿಸಿದರು. ಈ ಸಂದರ್ಭದಲ್ಲಿ ಮಹಾಸ್ವಾಮಿ ಶಿಷ್ಯವೃಂದ, ವಿದ್ಯಾರ್ಥಿಗಳು ಹಾಗೂ ಗಣ್ಯರು ಉಪಸ್ಥಿತರಿದ್ದರು. bbox=[48, 694, 290, 716]
church-body: ಮೈಸೂರು,ಏ.1(ಆರ್‌ಕೆ)- ಮಾನವೀಯತೆಯ ಸಂದೇಶ ಸಾರಿದ ಏಸು ಕ್ರಿಸ್ತರು ಶಿಲುಬೆಗೇರಿದ ದಿನವನ್ನು ಶುಭ ಶುಕ್ರವಾರವಾಗಿ ಆಚರಿಸಲಾಗುತ್ತಿದ್ದು, ನಗರದ ಸಂತ ಫಿಲೋಮಿನಾಸ್ ಚರ್ಚ್‌ನಲ್ಲಿ ಇಂದು ವಿಶೇಷ ಪ್ರಾರ್ಥನೆ ನಡೆಯಲಿದೆ. ಬೆಳಿಗ್ಗೆ 7 ಗಂಟೆಗೆ ಶಿಲುಬೆಯ ಹಾದಿ, ಮಧ್ಯಾಹ್ನ 3 ಗಂಟೆಗೆ ವಿಶೇಷ ಆರಾಧನೆ ಇರಲಿದೆ. ನಾಳೆ ಹೋಲಿ ಸ್ಯಾಟರ್ಡೇ ರಾತ್ರಿ ಜಾಗರಣೆ ಪ್ರಾರ್ಥನೆ, ಭಾನುವಾರ ಈಸ್ಟರ್ ಸಂಡೆಯಂದು ಬೆಳಿಗ್ಗೆ ಪ್ರಾರ್ಥನಾ ಸಭೆ ನಡೆಯಲಿದೆ. ಭಕ್ತರು ಕೋವಿಡ್ ಮಾರ್ಗಸೂಚಿ ಪಾಲಿಸಿ ಮಾಸ್ಕ್ ಧರಿಸಿ ಪಾಲ್ಗೊಳ್ಳಬೇಕು ಎಂದು ಚರ್ಚ್‌ನ ಧರ್ಮಗುರುಗಳು ಮನವಿ ಮಾಡಿದ್ದಾರೆ. ಚರ್ಚ್ ಆವರಣದಲ್ಲಿ ಸ್ಯಾನಿಟೈಸರ್ ಹಾಗೂ ಥರ್ಮಲ್ ಸ್ಕ್ರೀನಿಂಗ್ ವ್ಯವಸ್ಥೆ ಮಾಡಲಾಗಿದ್ದು, ಸಾಮಾಜಿಕ ಅಂತರ ಕಾಯ್ದುಕೊಳ್ಳಲು ಆಸನಗಳನ್ನು ಗುರುತಿಸಲಾಗಿದೆ. ಹಿರಿಯ ನಾಗರಿಕರು ಹಾಗೂ ಮಕ್ಕಳು ಮನೆಯಲ್ಲೇ ಪ್ರಾರ್ಥನೆ ಸಲ್ಲಿಸುವಂತೆ ಕೋರಲಾಗಿದೆ. ಕಾರ್ಯಕ್ರಮಗಳನ್ನು ಆನ್‌ಲೈನ್‌ನಲ್ಲೂ ನೇರ ಪ್ರಸಾರ ಮಾಡಲಾಗುವುದು. ಈಸ್ಟರ್ ಹಬ್ಬದ ಅಂಗವಾಗಿ ಚರ್ಚ್ ಅನ್ನು ವಿದ್ಯುತ್ ದೀಪಗಳಿಂದ ಅಲಂಕರಿಸಲಾಗಿದೆ. ನಗರದ ಇತರ ಚರ್ಚ್‌ಗಳಲ್ಲೂ ವಿಶೇಷ ಪ್ರಾರ್ಥನೆ ನಡೆಯಲಿದೆ. bbox=[652, 580, 758, 741]
mca-title: ಎಂಸಿಎ ವಿಭಾಗದಲ್ಲಿ ರಶ್ಮಿ 8ನೇ ರ್‍ಯಾಂಕ್ bbox=[338, 1021, 462, 1032]
akashavani-body: ಬೆಳಿಗ್ಗೆ 6.05 ಪ್ರಾರ್ಥನೆ - ವಂದೇಮಾತರಂ, 6.20 ಗೀತಾಂಜಲಿ, 6.30 ಪ್ರದೇಶ ಸಮಾಚಾರ, 6.35 ಮತ್ತು 5.50 ಕನ್ನಡ ಸಾಹಿತ್ಯ - ಚಿಂತನ, 7.15 ಹಿಂದಿ ಚಿತ್ರಗೀತೆ, 8.00 ಯುವವಾಣಿ, 8.35 ದೆಹಲಿ ವಾರ್ತೆ, ಬೆಳಿಗ್ಗೆ 9.00 ಕೃಷಿರಂಗ, 10.00 ಭಕ್ತಿ ಸಂಗೀತ, 12.00 ಮಧ್ಯಾಹ್ನದ ಸಮಾಚಾರ, 1.00 ಚಲನಚಿತ್ರ ಗೀತೆಗಳು, 2.00 ಮಹಿಳಾ ರಂಗ, 3.00 ಹೊಸ ಹಾಡುಗಳು, 4.00 ಮಕ್ಕಳ ಕಾರ್ಯಕ್ರಮ, 5.00 ಜಾನಪದ ಗೀತೆಗಳು, 6.00 ಪ್ರದೇಶ ಸಮಾಚಾರ, 7.00 ದೆಹಲಿ ವಾರ್ತೆ, 8.30 ನಾಟಕ, 9.00 ವಾದ್ಯ ಸಂಗೀತ, 10.00 ನಿಲಯದ ಕಲಾವಿದರಿಂದ ಸಂಗೀತ. bbox=[600, 1148, 774, 1202]
farmers-sidebox-title bbox=[778, 148, 900, 186]
lead-body-b: ತುರ್ತು ಚಿಕಿತ್ಸಾ ವಿಭಾಗದಲ್ಲಿ ಸಿಬ್ಬಂದಿ ಕೊರತೆಯಿಂದ ರೋಗಿಗಳು ಗಂಟೆಗಟ್ಟಲೆ ಕಾಯಬೇಕಾಗಿದೆ. ಸಂಬಂಧಿಕರು ರಾತ್ರಿ ಉಳಿಯಲು ಸೂಕ್ತ ವ್ಯವಸ್ಥೆಯಿಲ್ಲ. ಕುಡಿಯುವ ನೀರಿನ ಘಟಕಗಳು ಕೆಟ್ಟು ನಿಂತಿವೆ. ಈ ಬಗ್ಗೆ ಹಲವು ಬಾರಿ ಅಧಿಕಾರಿಗಳ ಗಮನಕ್ಕೆ ತಂದರೂ ಪ್ರಯೋಜನವಾಗಿಲ್ಲ. ಆಸ್ಪತ್ರೆಯ ಹಳೆಯ ಕಟ್ಟಡ ಶಿಥಿಲಾವಸ್ಥೆ ತಲುಪಿದ್ದು, ದುರಸ್ತಿ ಕಾರ್ಯ ಕೈಗೊಳ್ಳಬೇಕು ಎಂದು ಒತ್ತಾಯಿಸಿದರು. bbox=[416, 320, 528, 374]
church-headline-1: ಸಂತ ಫಿಲೋಮಿನಾಸ್ bbox=[721, 494, 831, 513]
rashmi-photo bbox=[303, 1036, 361, 1098]
acp-story bbox=[44, 77, 294, 565]
ganapati-body: ಮೈಸೂರು,ಏ.1(ಆರ್‌ಕೆ)- ತ್ರಿವಿಧ ದಾಸೋಹಿ ಡಾ|| ಶ್ರೀ ಶಿವಕುಮಾರ ಮಹಾಸ್ವಾಮೀಜಿ ಅವರ 114ನೇ ಜಯಂತಿ ಮಹೋತ್ಸವದ ಅಂಗವಾಗಿ ನಗರದ ಅಗ್ರಹಾರದ 101 ಗಣಪತಿ ದೇವಸ್ಥಾನದಲ್ಲಿ ವಿಶೇಷ ಪೂಜೆ ಹಾಗೂ ಸನ್ಮಾನ ಕಾರ್ಯಕ್ರಮ ನಡೆಯಿತು. ಶ್ರೀಗಳ ಭಾವಚಿತ್ರಕ್ಕೆ ಪುಷ್ಪಾರ್ಚನೆ ಮಾಡಿ ನಮನ ಸಲ್ಲಿಸಲಾಯಿತು. ಮೈಮುಲ್ ನಿರ್ದೇಶಕರನ್ನು ಈ ಸಂದರ್ಭದಲ್ಲಿ ಸನ್ಮಾನಿಸಲಾಯಿತು. ಭಕ್ತರಿಗೆ ಪ್ರಸಾದ ವಿನಿಯೋಗ ನಡೆಯಿತು. ಶ್ರೀಗಳು ಶಿಕ್ಷಣ, ಅನ್ನ ಹಾಗೂ ಆಶ್ರಯ ದಾಸೋಹದ ಮೂಲಕ ಲಕ್ಷಾಂತರ ಮಕ್ಕಳ ಬದುಕು ರೂಪಿಸಿದ ಮಹಾನ್ ಚೇತನ ಎಂದು ಗಣ್ಯರು ಸ್ಮರಿಸಿದರು. ಸಮಾರಂಭದಲ್ಲಿ ನಗರಪಾಲಿಕೆ ಸದಸ್ಯರು, ಸಂಘ ಸಂಸ್ಥೆಗಳ ಪದಾಧಿಕಾರಿಗಳು, ಸ್ಥಳೀಯ ಮುಖಂಡರು ಪಾಲ್ಗೊಂಡಿದ್ದರು. ಬಳಿಕ ನಡೆದ ಸಾಂಸ್ಕೃತಿಕ ಕಾರ್ಯಕ್ರಮದಲ್ಲಿ ವಿದ್ಯಾರ್ಥಿಗಳು ಭಜನೆ ಹಾಗೂ ವಚನ ಗಾಯನ ನಡೆಸಿಕೊಟ್ಟರು. bbox=[300, 534, 406, 657]
